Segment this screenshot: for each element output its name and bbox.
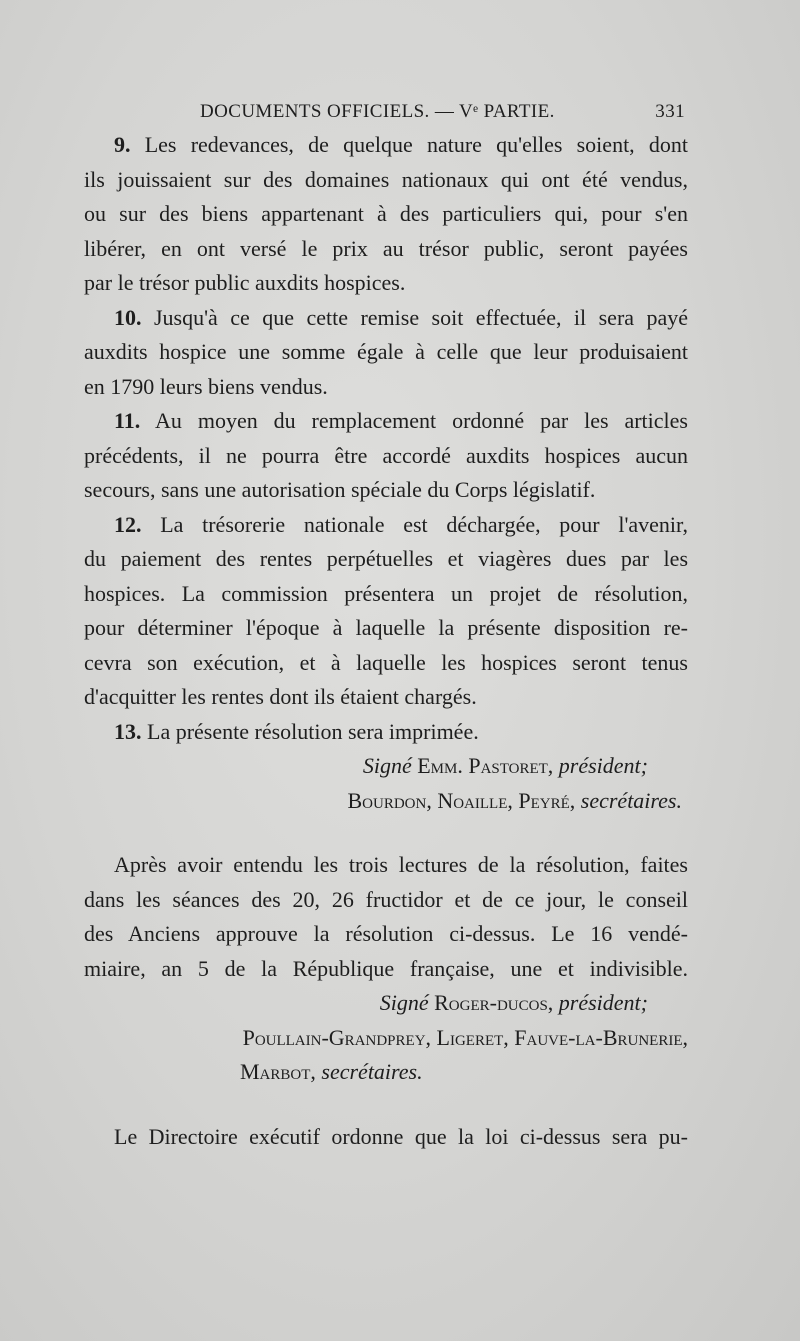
- page-header: [200, 97, 685, 127]
- article-number: 9.: [114, 132, 131, 157]
- article-10-line-2: auxdits hospice une somme égale à celle que leur produisaient: [84, 339, 688, 364]
- article-12-line-6: d'acquitter les rentes dont ils étaient chargés.: [84, 684, 477, 709]
- approval-line-1: Après avoir entendu les trois lectures de la résolution, faites: [114, 852, 688, 877]
- article-9-line-2: ils jouissaient sur des domaines nationaux qui ont été vendus,: [84, 166, 688, 192]
- paragraph-gap: [84, 1090, 688, 1120]
- signature-president: Signé Emm. Pastoret, président;: [362, 753, 648, 778]
- body-text: [84, 128, 688, 1154]
- approval-line-3: des Anciens approuve la résolution ci-dessus. Le 16 vendé-: [84, 921, 688, 946]
- approval-line-2: dans les séances des 20, 26 fructidor et de ce jour, le conseil: [84, 886, 688, 912]
- article-10-line-1: 10. Jusqu'à ce que cette remise soit effectuée, il sera payé: [114, 304, 689, 330]
- signature-secretaries-anciens-1: Poullain-Grandprey, Ligeret, Fauve-la-Brunerie,: [242, 1024, 688, 1050]
- article-9-line-5: par le trésor public auxdits hospices.: [84, 270, 406, 295]
- article-12-line-4: pour déterminer l'époque à laquelle la présente disposition re-: [84, 615, 688, 640]
- article-9-line-1: 9. Les redevances, de quelque nature qu'elles soient, dont: [114, 132, 689, 157]
- article-11-line-2: précédents, il ne pourra être accordé auxdits hospices aucun: [84, 442, 688, 468]
- signature-secretaries: Bourdon, Noaille, Peyré, secrétaires.: [347, 787, 682, 813]
- article-11-line-1: 11. Au moyen du remplacement ordonné par les articles: [114, 408, 688, 433]
- signature-president-anciens: Signé Roger-ducos, président;: [379, 990, 648, 1015]
- article-number: 10.: [114, 304, 142, 330]
- article-9-line-3: ou sur des biens appartenant à des particuliers qui, pour s'en: [84, 201, 688, 226]
- article-12-line-5: cevra son exécution, et à laquelle les hospices seront tenus: [84, 649, 688, 675]
- article-number: 11.: [114, 408, 141, 433]
- paragraph-gap: [84, 818, 688, 848]
- running-title: DOCUMENTS OFFICIELS. — Vᵉ PARTIE.: [200, 101, 555, 122]
- article-12-line-2: du paiement des rentes perpétuelles et viagères dues par les: [84, 546, 688, 571]
- page-number: 331: [655, 101, 685, 122]
- article-12-line-1: 12. La trésorerie nationale est déchargée, pour l'avenir,: [114, 511, 688, 537]
- article-10-line-3: en 1790 leurs biens vendus.: [84, 373, 328, 399]
- article-13-line-1: 13. La présente résolution sera imprimée.: [114, 718, 479, 744]
- article-number: 13.: [114, 718, 142, 744]
- article-9-line-4: libérer, en ont versé le prix au trésor public, seront payées: [84, 235, 688, 261]
- closing-line: Le Directoire exécutif ordonne que la loi ci-dessus sera pu-: [114, 1123, 688, 1149]
- approval-line-4: miaire, an 5 de la République française, une et indivisible.: [84, 955, 688, 981]
- article-11-line-3: secours, sans une autorisation spéciale du Corps législatif.: [84, 477, 596, 502]
- article-number: 12.: [114, 511, 142, 537]
- article-12-line-3: hospices. La commission présentera un projet de résolution,: [84, 580, 688, 606]
- signature-secretaries-anciens-2: Marbot, secrétaires.: [240, 1059, 423, 1084]
